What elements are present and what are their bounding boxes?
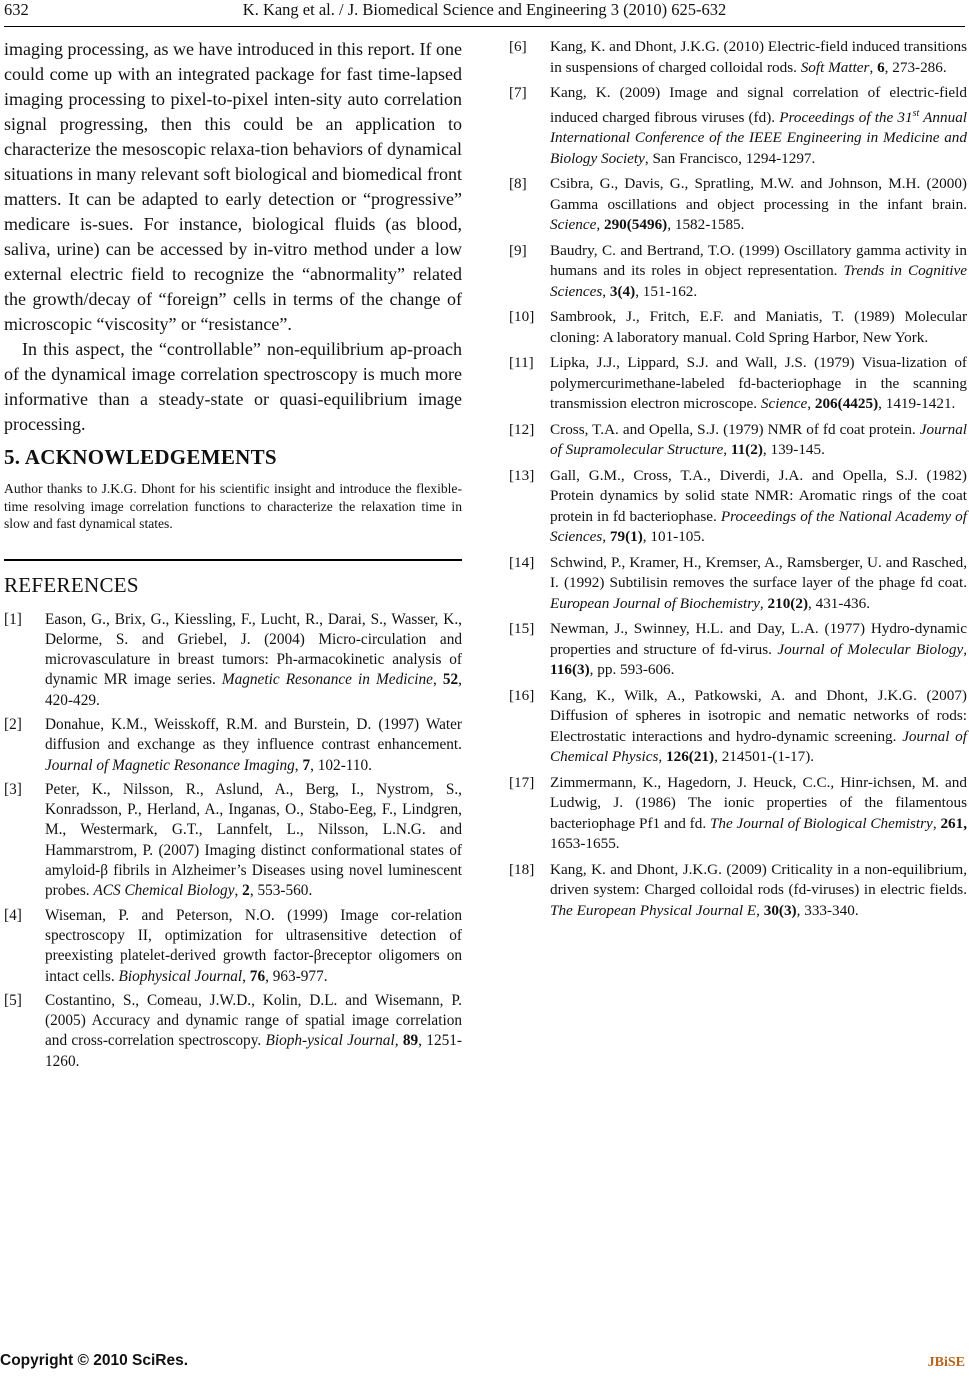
reference-pages: , 151-162. [635,282,698,300]
reference-journal: ACS Chemical Biology [93,882,235,900]
reference-item [509,174,967,236]
reference-text: Wiseman, P. and Peterson, N.O. (1999) Image cor-relation spectroscopy II, optimization for ultrasensitive detection of preexisting platelet-derived growth factor-βreceptor oligomers on intact cells. [45,906,462,985]
reference-journal: Proceedings of the National Academy of Sciences [550,507,967,546]
reference-item [4,610,462,711]
reference-text: Lipka, J.J., Lippard, S.J. and Wall, J.S. (1979) Visua-lization of polymercurimethane-labeled fd-bacteriophage in the scanning transmission electron microscope. [550,354,967,413]
reference-number: [15] [509,620,535,638]
reference-item [509,773,967,855]
reference-journal: Journal of Supramolecular Structure [550,420,968,459]
reference-pages: , 214501-(1-17). [714,748,815,766]
reference-item [509,83,967,169]
reference-pages: , San Francisco, 1294-1297. [644,149,816,167]
reference-journal: Journal of Molecular Biology [777,640,964,658]
reference-number: [14] [509,553,535,571]
reference-item [509,353,967,415]
page-number: 632 [4,0,29,19]
reference-item [509,619,967,681]
reference-number: [6] [509,38,527,55]
reference-pages: , 102-110. [310,756,372,774]
reference-pages: , 553-560. [249,882,313,900]
reference-sep: , [602,282,610,300]
reference-item [509,37,967,78]
reference-text: Kang, K., Wilk, A., Patkowski, A. and Dhont, J.K.G. (2007) Diffusion of spheres in isotropic and nematic networks of rods: Electrostatic interactions and hydro-dynamic screening. [550,686,967,745]
reference-volume: 2 [242,882,250,900]
body-paragraph-1: imaging processing, as we have introduced in this report. If one could come up with an integrated package for fast time-lapsed imaging processing to pixel-to-pixel inten-sity auto correlation signal progressing, then this could be an application to characterize the mesoscopic relaxa-tion behaviors of dynamical situations in many relevant soft biological and biomedical front matters. It can be adapted to early detection or “progressive” medicare is-sues. For instance, biological fluids (as blood, saliva, urine) can be accessed by in-vitro method under a low external electric field to recognize the “abnormality” related the growth/decay of “foreign” cells in terms of the change of microscopic “viscosity” or “resistance”. [4,39,462,334]
reference-sep: , [658,748,666,766]
reference-volume: 7 [302,756,311,774]
reference-pages: 1653-1655. [550,835,620,853]
reference-number: [13] [509,466,535,484]
reference-text: Kang, K. (2009) Image and signal correlation of electric-field induced charged fibrous viruses (fd). [550,84,967,126]
reference-item [4,991,462,1072]
reference-number: [12] [509,420,535,438]
reference-journal: The European Physical Journal E [550,901,757,919]
reference-item [4,715,462,776]
header-rule [4,26,965,27]
reference-pages: , 273-286. [884,58,947,76]
references-heading: REFERENCES [4,572,139,597]
reference-pages: , 1582-1585. [667,216,745,234]
left-column [4,37,462,1076]
reference-sep: , [596,216,604,234]
reference-text: Baudry, C. and Bertrand, T.O. (1999) Oscillatory gamma activity in humans and its roles in object representation. [550,241,967,280]
reference-number: [9] [509,241,527,259]
reference-sep: , [759,594,768,612]
reference-item [4,780,462,902]
reference-sep: , [963,640,968,658]
reference-text: Zimmermann, K., Hagedorn, J. Heuck, C.C., Hinr-ichsen, M. and Ludwig, J. (1986) The ionic properties of the filamentous bacteriophage Pf1 and fd. [550,773,967,832]
reference-journal: Science [550,216,597,234]
reference-number: [11] [509,354,534,372]
reference-pages: , pp. 593-606. [589,661,675,679]
reference-text: Eason, G., Brix, G., Kiessling, F., Lucht, R., Darai, S., Wasser, K., Delorme, S. and Griebel, J. (2004) Micro-circulation and microvasculature in breast tumors: Ph-armacokinetic analysis of dynamic MR image series. [45,610,462,689]
reference-pages: , 139-145. [762,441,825,459]
reference-sep: , [294,756,303,774]
section-divider [4,559,462,561]
reference-text: Newman, J., Swinney, H.L. and Day, L.A. (1977) Hydro-dynamic properties and structure of fd-virus. [550,620,967,658]
reference-journal: Soft Matter [800,58,870,76]
reference-pages: , 1419-1421. [878,395,956,413]
reference-number: [7] [509,84,527,101]
reference-text: Donahue, K.M., Weisskoff, R.M. and Burstein, D. (1997) Water diffusion and exchange as they influence contrast enhancement. [45,715,462,754]
reference-volume: 116(3) [550,661,590,679]
reference-volume: 126(21) [666,748,715,766]
reference-volume: 261, [940,814,968,832]
reference-journal: Bioph-ysical Journal, [265,1032,399,1050]
reference-number: [8] [509,175,527,193]
reference-volume: 206(4425) [814,395,879,413]
reference-volume: 52 [442,671,459,689]
reference-pages: , 963-977. [265,967,328,985]
body-paragraph-2: In this aspect, the “controllable” non-equilibrium ap-proach of the dynamical image correlation spectroscopy is much more informative than a steady-state or quasi-equilibrium image processing. [4,339,462,434]
reference-sep: , [242,967,250,985]
reference-text: Peter, K., Nilsson, R., Aslund, A., Berg, I., Nystrom, S., Konradsson, P., Herland, A., Inganas, O., Stabo-Eeg, F., Lindgren, M., Westermark, G.T., Lannfelt, L., Nilsson, L.N.G. and Hammarstrom, P. (2007) Imaging distinct conformational states of amyloid-β fibrils in Alzheimer’s Diseases using novel luminescent probes. [45,780,462,900]
reference-volume: 79(1) [609,528,643,546]
running-title: K. Kang et al. / J. Biomedical Science and Engineering 3 (2010) 625-632 [242,0,727,19]
reference-journal: Biophysical Journal [118,967,243,985]
reference-item [509,241,967,303]
reference-volume: 11(2) [730,441,763,459]
reference-volume: 30(3) [763,901,797,919]
reference-number: [5] [4,991,22,1009]
reference-volume: 76 [249,967,266,985]
reference-sep: , [932,814,941,832]
reference-sep: , [756,901,764,919]
copyright-notice: Copyright © 2010 SciRes. [0,1352,189,1369]
reference-volume: 89 [402,1032,419,1050]
reference-pages: , 333-340. [796,901,859,919]
reference-item [4,906,462,987]
reference-sep: , [432,671,443,689]
reference-text: Schwind, P., Kramer, H., Kremser, A., Ramsberger, U. and Rasched, I. (1992) Subtilisin removes the surface layer of the phage fd coat. [550,553,967,592]
reference-journal: Science [760,395,808,413]
reference-number: [10] [509,308,535,326]
reference-number: [1] [4,610,22,628]
reference-number: [17] [509,773,535,791]
reference-sep: , [234,882,243,900]
reference-journal: The Journal of Biological Chemistry [709,814,933,832]
reference-text: Kang, K. and Dhont, J.K.G. (2009) Criticality in a non-equilibrium, driven system: Charged colloidal rods (fd-viruses) in electric fields. [550,860,967,899]
reference-journal: European Journal of Biochemistry [550,594,760,612]
reference-item [509,553,967,615]
reference-pages: , 431-436. [808,594,871,612]
reference-journal: Magnetic Resonance in Medicine [221,671,433,689]
reference-number: [2] [4,715,22,733]
reference-sep: , [602,528,610,546]
reference-volume: 290(5496) [603,216,668,234]
reference-journal: Journal of Magnetic Resonance Imaging [45,756,295,774]
reference-text: Kang, K. and Dhont, J.K.G. (2010) Electric-field induced transitions in suspensions of charged colloidal rods. [550,38,967,76]
reference-sep: , [723,441,731,459]
reference-item [509,307,967,348]
right-column [509,37,967,926]
reference-number: [4] [4,906,22,924]
page-header [4,0,965,24]
reference-number: [18] [509,860,535,878]
reference-item [509,860,967,922]
reference-journal: Proceedings of the 31st Annual International Conference of the IEEE Engineering in Medicine and Biology Society [550,107,968,167]
reference-pages: , 420-429. [45,671,462,709]
page-footer [0,1352,965,1376]
reference-number: [16] [509,686,535,704]
reference-journal: Trends in Cognitive Sciences [550,262,967,300]
reference-sep: , [869,58,878,76]
reference-list-left [4,610,462,1073]
reference-number: [3] [4,780,22,798]
reference-pages: , 101-105. [642,528,705,546]
reference-volume: 6 [877,58,885,76]
reference-item [509,420,967,461]
acknowledgements-heading: 5. ACKNOWLEDGEMENTS [4,445,277,469]
journal-logo: JBiSE [927,1355,965,1370]
reference-text: Csibra, G., Davis, G., Spratling, M.W. and Johnson, M.H. (2000) Gamma oscillations and object processing in the infant brain. [550,175,967,213]
reference-list-right [509,37,967,921]
reference-text: Sambrook, J., Fritch, E.F. and Maniatis, T. (1989) Molecular cloning: A laboratory manual. Cold Spring Harbor, New York. [550,308,967,346]
reference-text: Cross, T.A. and Opella, S.J. (1979) NMR of fd coat protein. [550,420,916,438]
reference-volume: 210(2) [767,594,809,612]
reference-volume: 3(4) [609,282,636,300]
reference-text: Costantino, S., Comeau, J.W.D., Kolin, D.L. and Wisemann, P. (2005) Accuracy and dynamic range of spatial image correlation and cross-correlation spectroscopy. [45,991,462,1050]
acknowledgements-text: Author thanks to J.K.G. Dhont for his scientific insight and introduce the flexible-time resolving image correlation functions to characterize the relaxation time in slow and fast dynamical states. [4,481,462,531]
reference-sep: , [807,395,815,413]
reference-pages: , 1251-1260. [45,1032,462,1070]
reference-journal: Journal of Chemical Physics [550,727,967,766]
reference-text: Gall, G.M., Cross, T.A., Diverdi, J.A. and Opella, S.J. (1982) Protein dynamics by solid state NMR: Aromatic rings of the coat protein in fd bacteriophase. [550,466,967,525]
reference-item [509,466,967,548]
reference-item [509,686,967,768]
